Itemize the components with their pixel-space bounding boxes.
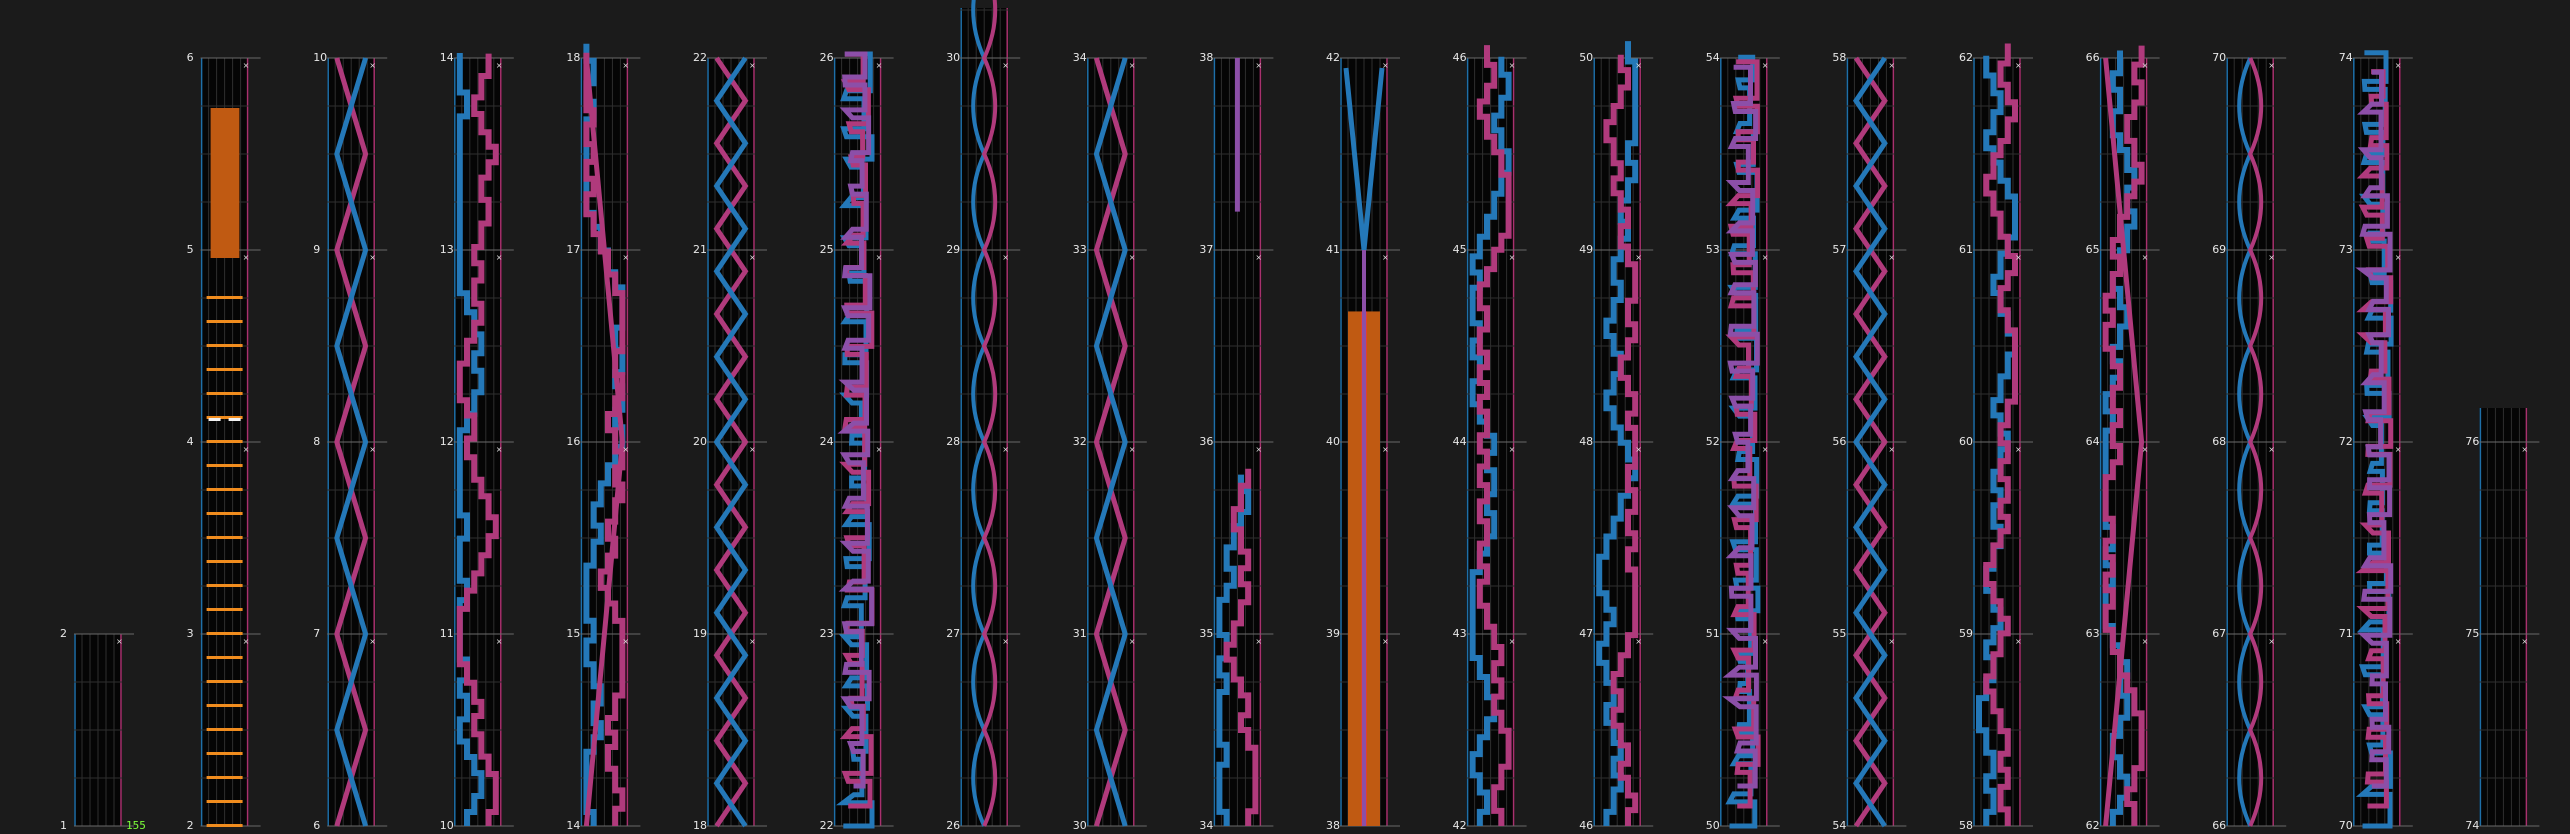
note-end-marker: × <box>495 637 503 646</box>
chart-column[interactable] <box>707 58 767 826</box>
note-end-marker: × <box>749 253 756 262</box>
measure-number: 37 <box>1199 243 1214 256</box>
note-end-marker: × <box>495 61 503 70</box>
measure-number: 41 <box>1326 243 1340 256</box>
measure-number: 44 <box>1452 435 1467 448</box>
tap-note[interactable] <box>207 560 243 563</box>
note-end-marker: × <box>2015 61 2022 70</box>
measure-number: 62 <box>2085 819 2100 832</box>
measure-number: 61 <box>1959 243 1973 256</box>
measure-number: 15 <box>566 627 581 640</box>
note-end-marker: × <box>2521 445 2529 454</box>
measure-number: 17 <box>566 243 581 256</box>
measure-number: 66 <box>2212 819 2227 832</box>
note-end-marker: × <box>622 445 630 454</box>
note-end-marker: × <box>2394 61 2402 70</box>
measure-number: 24 <box>819 435 834 448</box>
note-end-marker: × <box>2268 637 2275 646</box>
measure-number: 34 <box>1072 51 1087 64</box>
measure-number: 14 <box>566 819 581 832</box>
tap-note[interactable] <box>207 776 243 779</box>
note-end-marker: × <box>2141 253 2149 262</box>
chart-column[interactable] <box>2479 408 2539 826</box>
tap-note[interactable] <box>207 656 243 659</box>
tap-note[interactable] <box>207 512 243 515</box>
measure-number: 70 <box>2212 51 2227 64</box>
note-end-marker: × <box>1128 61 1136 70</box>
chart-column[interactable] <box>1340 58 1400 826</box>
chart-column[interactable] <box>580 44 640 826</box>
measure-number: 5 <box>186 243 194 256</box>
chart-column[interactable] <box>74 634 134 826</box>
combo-counter: 155 <box>126 819 146 832</box>
chart-column[interactable] <box>1087 58 1147 826</box>
note-end-marker: × <box>1002 253 1009 262</box>
measure-number: 16 <box>566 435 581 448</box>
tap-note[interactable] <box>207 368 243 371</box>
chart-column[interactable] <box>1213 58 1273 826</box>
measure-number: 43 <box>1452 627 1467 640</box>
tap-note[interactable] <box>207 440 243 443</box>
measure-number: 65 <box>2085 243 2100 256</box>
measure-number: 38 <box>1326 819 1340 832</box>
measure-number: 66 <box>2085 51 2100 64</box>
measure-number: 26 <box>946 819 961 832</box>
note-end-marker: × <box>1508 445 1516 454</box>
note-end-marker: × <box>875 61 883 70</box>
tap-note[interactable] <box>207 392 243 395</box>
measure-number: 23 <box>819 627 834 640</box>
note-end-marker: × <box>369 445 376 454</box>
tap-note[interactable] <box>207 632 243 635</box>
note-end-marker: × <box>495 445 503 454</box>
measure-number: 46 <box>1452 51 1467 64</box>
chart-column[interactable] <box>1720 57 1780 826</box>
tap-note[interactable] <box>207 536 243 539</box>
chart-column[interactable] <box>1846 58 1906 826</box>
measure-number: 60 <box>1959 435 1973 448</box>
measure-number: 71 <box>2338 627 2353 640</box>
tap-note[interactable] <box>207 728 243 731</box>
note-end-marker: × <box>1255 637 1263 646</box>
note-end-marker: × <box>242 637 250 646</box>
note-end-marker: × <box>1382 61 1389 70</box>
measure-number: 55 <box>1832 627 1847 640</box>
tap-note[interactable] <box>207 704 243 707</box>
measure-number: 35 <box>1199 627 1214 640</box>
measure-number: 59 <box>1959 627 1973 640</box>
measure-number: 50 <box>1579 51 1594 64</box>
note-end-marker: × <box>1002 445 1009 454</box>
note-end-marker: × <box>2394 253 2402 262</box>
note-end-marker: × <box>1761 61 1769 70</box>
note-end-marker: × <box>749 445 756 454</box>
measure-number: 70 <box>2338 819 2353 832</box>
measure-number: 33 <box>1072 243 1087 256</box>
note-end-marker: × <box>622 61 630 70</box>
measure-number: 10 <box>313 51 328 64</box>
measure-number: 8 <box>313 435 321 448</box>
measure-number: 18 <box>693 819 707 832</box>
note-end-marker: × <box>2141 637 2149 646</box>
note-end-marker: × <box>2141 445 2149 454</box>
measure-number: 10 <box>439 819 454 832</box>
measure-number: 19 <box>693 627 707 640</box>
note-end-marker: × <box>242 253 250 262</box>
hold-note[interactable] <box>211 108 240 258</box>
measure-number: 74 <box>2465 819 2480 832</box>
measure-number: 45 <box>1452 243 1467 256</box>
tap-note[interactable] <box>207 584 243 587</box>
measure-number: 6 <box>313 819 321 832</box>
chart-column[interactable] <box>960 0 1020 826</box>
note-end-marker: × <box>1255 445 1263 454</box>
measure-number: 63 <box>2085 627 2100 640</box>
note-end-marker: × <box>116 637 123 646</box>
note-end-marker: × <box>1761 637 1769 646</box>
chart-column[interactable] <box>2100 46 2160 826</box>
measure-number: 7 <box>313 627 321 640</box>
measure-number: 28 <box>946 435 961 448</box>
note-end-marker: × <box>1382 637 1389 646</box>
measure-number: 48 <box>1579 435 1594 448</box>
note-end-marker: × <box>1888 61 1896 70</box>
note-end-marker: × <box>242 61 250 70</box>
chart-column[interactable] <box>1467 45 1527 826</box>
measure-number: 56 <box>1832 435 1847 448</box>
note-end-marker: × <box>2521 637 2529 646</box>
note-end-marker: × <box>1255 61 1263 70</box>
measure-number: 68 <box>2212 435 2227 448</box>
note-end-marker: × <box>1635 637 1642 646</box>
measure-number: 30 <box>1072 819 1087 832</box>
measure-number: 51 <box>1705 627 1720 640</box>
measure-number: 6 <box>186 51 194 64</box>
measure-number: 53 <box>1705 243 1720 256</box>
measure-number: 58 <box>1832 51 1847 64</box>
note-end-marker: × <box>1508 637 1516 646</box>
chart-column[interactable] <box>2353 53 2413 826</box>
note-end-marker: × <box>1128 637 1136 646</box>
note-end-marker: × <box>1508 61 1516 70</box>
measure-number: 73 <box>2338 243 2353 256</box>
measure-number: 69 <box>2212 243 2227 256</box>
measure-number: 52 <box>1705 435 1720 448</box>
note-end-marker: × <box>369 637 376 646</box>
tap-note[interactable] <box>207 320 243 323</box>
note-end-marker: × <box>622 637 630 646</box>
note-end-marker: × <box>875 253 883 262</box>
chart-column[interactable] <box>454 53 514 826</box>
note-end-marker: × <box>369 61 376 70</box>
measure-number: 4 <box>186 435 194 448</box>
tap-note[interactable] <box>207 464 243 467</box>
measure-number: 46 <box>1579 819 1594 832</box>
note-end-marker: × <box>2141 61 2149 70</box>
measure-number: 57 <box>1832 243 1847 256</box>
tap-note[interactable] <box>207 680 243 683</box>
note-end-marker: × <box>1761 445 1769 454</box>
measure-number: 76 <box>2465 435 2480 448</box>
measure-number: 40 <box>1326 435 1340 448</box>
measure-number: 75 <box>2465 627 2480 640</box>
chart-column[interactable] <box>201 58 261 827</box>
note-end-marker: × <box>1128 445 1136 454</box>
tap-note[interactable] <box>229 418 241 421</box>
note-end-marker: × <box>1382 253 1389 262</box>
measure-number: 21 <box>693 243 707 256</box>
measure-number: 54 <box>1705 51 1720 64</box>
note-end-marker: × <box>369 253 376 262</box>
note-end-marker: × <box>2268 445 2275 454</box>
note-end-marker: × <box>1888 637 1896 646</box>
measure-number: 9 <box>313 243 321 256</box>
tap-note[interactable] <box>207 608 243 611</box>
note-end-marker: × <box>2015 253 2022 262</box>
measure-number: 12 <box>439 435 454 448</box>
tap-note[interactable] <box>207 752 243 755</box>
measure-number: 26 <box>819 51 834 64</box>
measure-number: 74 <box>2338 51 2353 64</box>
chart-column[interactable] <box>2226 58 2286 826</box>
note-end-marker: × <box>1382 445 1389 454</box>
chart-column[interactable] <box>1973 44 2033 827</box>
note-end-marker: × <box>749 637 756 646</box>
tap-note[interactable] <box>207 296 243 299</box>
note-end-marker: × <box>2268 253 2275 262</box>
measure-number: 42 <box>1452 819 1467 832</box>
note-end-marker: × <box>1635 253 1642 262</box>
measure-number: 25 <box>819 243 834 256</box>
measure-number: 3 <box>186 627 194 640</box>
measure-number: 22 <box>693 51 707 64</box>
chart-column[interactable] <box>834 54 894 826</box>
measure-number: 47 <box>1579 627 1594 640</box>
note-end-marker: × <box>2015 445 2022 454</box>
note-end-marker: × <box>2394 637 2402 646</box>
measure-number: 38 <box>1199 51 1214 64</box>
note-end-marker: × <box>749 61 756 70</box>
tap-note[interactable] <box>207 344 243 347</box>
measure-number: 1 <box>60 819 67 832</box>
measure-number: 36 <box>1199 435 1214 448</box>
measure-number: 11 <box>439 627 454 640</box>
note-end-marker: × <box>1508 253 1516 262</box>
chart-column[interactable] <box>327 58 387 826</box>
note-end-marker: × <box>1635 445 1642 454</box>
measure-number: 20 <box>693 435 707 448</box>
measure-number: 49 <box>1579 243 1594 256</box>
note-end-marker: × <box>1128 253 1136 262</box>
measure-number: 30 <box>946 51 961 64</box>
note-end-marker: × <box>1888 445 1896 454</box>
note-end-marker: × <box>2394 445 2402 454</box>
measure-number: 13 <box>439 243 454 256</box>
measure-number: 2 <box>186 819 194 832</box>
measure-number: 29 <box>946 243 961 256</box>
note-end-marker: × <box>622 253 630 262</box>
measure-number: 18 <box>566 51 581 64</box>
note-end-marker: × <box>1002 61 1009 70</box>
tap-note[interactable] <box>209 418 221 421</box>
measure-number: 54 <box>1832 819 1847 832</box>
measure-number: 27 <box>946 627 961 640</box>
note-end-marker: × <box>875 637 883 646</box>
measure-number: 67 <box>2212 627 2227 640</box>
measure-number: 42 <box>1326 51 1340 64</box>
measure-number: 22 <box>819 819 834 832</box>
note-end-marker: × <box>875 445 883 454</box>
note-end-marker: × <box>2015 637 2022 646</box>
measure-number: 72 <box>2338 435 2353 448</box>
note-end-marker: × <box>1635 61 1642 70</box>
measure-number: 34 <box>1199 819 1214 832</box>
note-end-marker: × <box>495 253 503 262</box>
note-end-marker: × <box>1761 253 1769 262</box>
measure-number: 31 <box>1072 627 1087 640</box>
tap-note[interactable] <box>207 488 243 491</box>
note-end-marker: × <box>1002 637 1009 646</box>
note-end-marker: × <box>1888 253 1896 262</box>
measure-number: 50 <box>1705 819 1720 832</box>
measure-number: 32 <box>1072 435 1087 448</box>
tap-note[interactable] <box>207 800 243 803</box>
note-end-marker: × <box>242 445 250 454</box>
measure-number: 64 <box>2085 435 2100 448</box>
note-end-marker: × <box>2268 61 2275 70</box>
tap-note[interactable] <box>207 824 243 827</box>
chart-column[interactable] <box>1593 41 1653 826</box>
measure-number: 58 <box>1959 819 1973 832</box>
measure-number: 14 <box>439 51 454 64</box>
measure-number: 39 <box>1326 627 1340 640</box>
measure-number: 2 <box>60 627 67 640</box>
note-end-marker: × <box>1255 253 1263 262</box>
measure-number: 62 <box>1959 51 1973 64</box>
